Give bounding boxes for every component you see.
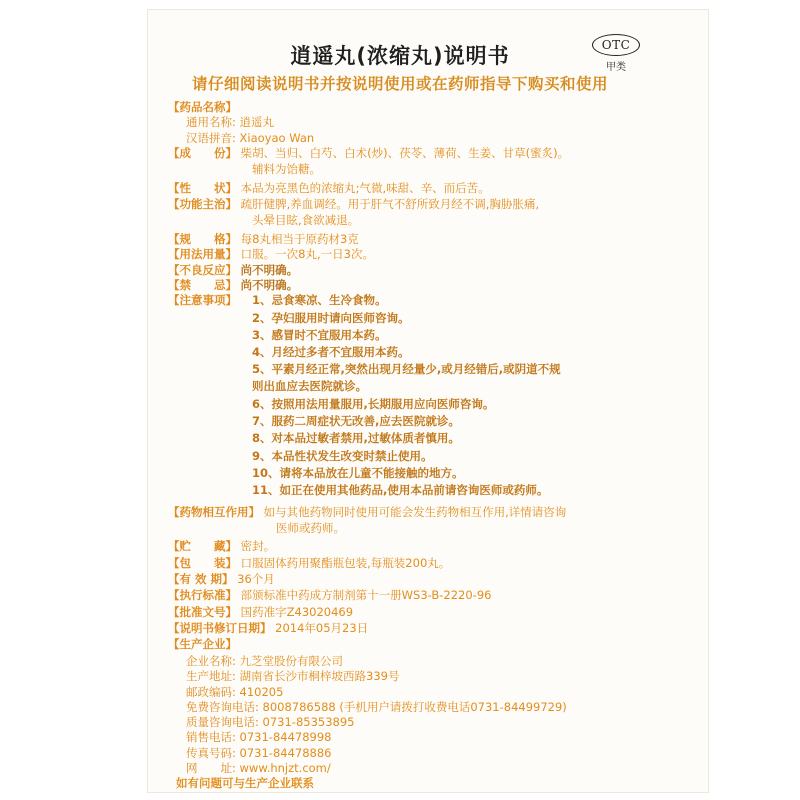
precaution-item: 1、忌食寒凉、生冷食物。 [252,293,387,308]
sales-line-value: 0731-84478998 [235,730,332,745]
contact-footer: 如有问题可与生产企业联系 [176,776,314,790]
address-label: 生产地址: [186,669,236,684]
revision-row [168,621,368,636]
company-value: 九芝堂股份有限公司 [239,653,344,668]
adverse-label: 【不良反应】 [168,262,237,277]
package-value: 口服固体药用聚酯瓶包装,每瓶装200丸。 [240,555,451,570]
standard-row [168,588,491,603]
drug-name-heading [168,100,237,115]
contraindications-label: 【禁 忌】 [168,277,237,292]
postcode-row [186,685,283,700]
manufacturer-heading [168,637,237,652]
storage-value: 密封。 [240,539,276,554]
indications-value-2: 头晕目眩,食欲减退。 [252,212,360,227]
precaution-item-continued: 则出血应去医院就诊。 [252,378,367,393]
website-row [186,761,331,776]
ingredients-excipient: 辅料为饴糖。 [252,161,321,176]
adverse-value: 尚不明确。 [240,262,299,277]
generic-name-row [186,115,274,130]
approval-row [168,605,353,620]
postcode-label: 邮政编码: [186,684,236,699]
approval-label: 【批准文号】 [168,604,237,619]
pinyin-label: 汉语拼音: [186,130,236,145]
storage-row [168,539,275,554]
precautions-row [168,293,237,308]
validity-value: 36个月 [237,572,275,586]
revision-label: 【说明书修订日期】 [168,621,272,635]
precautions-label: 【注意事项】 [168,293,237,308]
generic-name-label: 通用名称: [186,115,236,130]
appearance-value: 本品为亮黑色的浓缩丸;气微,味甜、辛、而后苦。 [240,180,490,195]
indications-row-2 [252,213,359,228]
approval-value: 国药准字Z43020469 [240,604,354,619]
interactions-row-2 [276,521,345,536]
precaution-item: 11、如正在使用其他药品,使用本品前请咨询医师或药师。 [252,483,549,498]
address-row [186,669,399,684]
ingredients-row [168,146,569,161]
precaution-item: 10、请将本品放在儿童不能接触的地方。 [252,465,464,480]
package-label: 【包 装】 [168,555,237,570]
precaution-item: 6、按照用法用量服用,长期服用应向医师咨询。 [252,396,495,411]
quality-line-label: 质量咨询电话: [186,715,259,730]
sales-line-row [186,730,331,745]
precaution-item: 5、平素月经正常,突然出现月经量少,或月经错后,或阴道不规 [252,362,561,377]
interactions-row [168,505,566,520]
revision-value: 2014年05月23日 [275,621,369,635]
pinyin-row [186,131,314,146]
appearance-label: 【性 状】 [168,180,237,195]
address-value: 湖南省长沙市桐梓坡西路339号 [239,669,400,684]
company-row [186,654,343,669]
free-line-row [186,700,567,715]
drug-name-label: 【药品名称】 [168,100,237,114]
postcode-value: 410205 [239,684,284,699]
interactions-label: 【药物相互作用】 [168,504,260,519]
document-title: 逍遥丸(浓缩丸)说明书 [290,44,510,68]
website-label: 网 址: [186,760,236,775]
precaution-item: 2、孕妇服用时请向医师咨询。 [252,310,410,325]
contraindications-row [168,278,298,293]
validity-row [168,572,275,587]
dosage-label: 【用法用量】 [168,247,237,261]
appearance-row [168,181,490,196]
generic-name-value: 逍遥丸 [239,115,275,130]
interactions-value-2: 医师或药师。 [276,521,345,536]
pinyin-value: Xiaoyao Wan [239,130,315,145]
package-row [168,556,450,571]
indications-row [168,197,539,212]
interactions-value: 如与其他药物同时使用可能会发生药物相互作用,详情请咨询 [263,504,567,519]
fax-label: 传真号码: [186,745,236,760]
indications-label: 【功能主治】 [168,197,237,212]
precaution-item: 8、对本品过敏者禁用,过敏体质者慎用。 [252,431,460,446]
usage-warning: 请仔细阅读说明书并按说明使用或在药师指导下购买和使用 [191,75,608,93]
storage-label: 【贮 藏】 [168,539,237,554]
free-line-label: 免费咨询电话: [186,700,259,714]
quality-line-row [186,715,354,730]
ingredients-label: 【成 份】 [168,146,237,161]
ingredients-row-2 [252,162,321,177]
spec-value: 每8丸相当于原药材3克 [240,231,359,246]
free-line-value: 8008786588 (手机用户请拨打收费电话0731-84499729) [262,700,567,714]
spec-row [168,232,359,247]
standard-label: 【执行标准】 [168,588,237,603]
sales-line-label: 销售电话: [186,730,236,745]
precaution-item: 4、月经过多者不宜服用本药。 [252,345,410,360]
otc-class-label: 甲类 [606,62,626,73]
precaution-item: 3、感冒时不宜服用本药。 [252,327,387,342]
precaution-item: 9、本品性状发生改变时禁止使用。 [252,448,433,463]
contraindications-value: 尚不明确。 [240,277,299,292]
fax-row [186,746,331,761]
dosage-value: 口服。一次8丸,一日3次。 [240,247,374,261]
company-label: 企业名称: [186,653,236,668]
validity-label: 【有 效 期】 [168,572,234,586]
precaution-item: 7、服药二周症状无改善,应去医院就诊。 [252,414,460,429]
fax-value: 0731-84478886 [235,745,332,760]
quality-line-value: 0731-85353895 [258,715,355,730]
spec-label: 【规 格】 [168,231,237,246]
otc-badge: OTC [592,34,640,56]
website-value: www.hnjzt.com/ [235,760,331,775]
manufacturer-label: 【生产企业】 [168,637,237,652]
dosage-row [168,247,374,262]
ingredients-value: 柴胡、当归、白芍、白术(炒)、茯苓、薄荷、生姜、甘草(蜜炙)。 [240,146,570,161]
standard-value: 部颁标准中药成方制剂第十一册WS3-B-2220-96 [240,588,492,603]
indications-value: 疏肝健脾,养血调经。用于肝气不舒所致月经不调,胸胁胀痛, [240,197,540,212]
adverse-row [168,263,298,278]
